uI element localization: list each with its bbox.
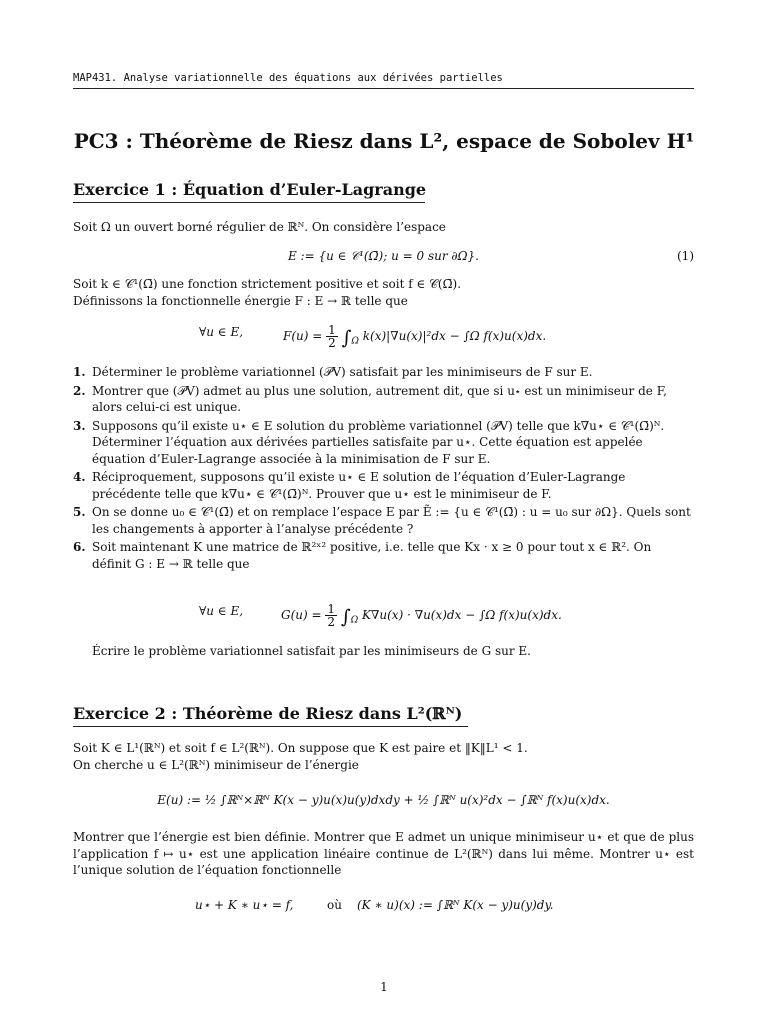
eq2-right: k(x)|∇u(x)|²dx − ∫Ω f(x)u(x)dx. — [362, 329, 547, 343]
question-text: Soit maintenant K une matrice de ℝ²ˣ² positive, i.e. telle que Kx · x ≥ 0 pour tout x ∈ ℝ². On définit G : E → ℝ telle que — [92, 540, 652, 571]
eq2-quantifier: ∀u ∈ E, — [199, 325, 244, 339]
question-6 — [73, 539, 694, 572]
question-text: Supposons qu’il existe u⋆ ∈ E solution du problème variationnel (𝒫V) telle que k∇u⋆ ∈ 𝒞¹(Ω̄)ᴺ. Déterminer l’équation aux dérivées partielles satisfaite par u⋆. Cette équation est appelée équation d’Euler-Lagrange associée à la minimisation de F sur E. — [92, 418, 665, 466]
equation-1-number: (1) — [677, 249, 694, 263]
header-rule — [73, 88, 694, 89]
question-number: 1. — [73, 365, 86, 379]
question-2 — [73, 383, 694, 416]
question-number: 2. — [73, 383, 86, 398]
page-number: 1 — [380, 980, 388, 994]
equation-1: E := {u ∈ 𝒞¹(Ω̄); u = 0 sur ∂Ω}. — [288, 249, 479, 263]
question-number: 5. — [73, 505, 86, 519]
question-text: On se donne u₀ ∈ 𝒞¹(Ω̄) et on remplace l’espace E par Ẽ := {u ∈ 𝒞¹(Ω̄) : u = u₀ sur ∂Ω}. Quels sont les changements à apporter à l’analyse précédente ? — [92, 505, 691, 536]
running-header: MAP431. Analyse variationnelle des équations aux dérivées partielles — [73, 72, 503, 84]
ex2-p1-line1: Soit K ∈ L¹(ℝᴺ) et soit f ∈ L²(ℝᴺ). On suppose que K est paire et ‖K‖L¹ < 1. — [73, 741, 528, 755]
exercise-2-rule — [73, 726, 468, 727]
question-number: 3. — [73, 418, 86, 433]
eq2-body: F(u) = $\frac{1}{2}$ $\int_\Omega$ k(x)|∇u(x)|²dx − ∫Ω f(x)u(x)dx. — [283, 323, 547, 350]
question-3 — [73, 418, 694, 468]
ex2-p2: Montrer que l’énergie est bien définie. Montrer que E admet un unique minimiseur u⋆ et que de plus l’application f ↦ u⋆ est une application linéaire continue de L²(ℝᴺ) dans lui même. Montrer u⋆ est l’unique solution de l’équation fonctionnelle — [73, 830, 694, 877]
question-number: 6. — [73, 540, 86, 554]
exercise-1-heading: Exercice 1 : Équation d’Euler-Lagrange — [73, 180, 427, 199]
question-number: 4. — [73, 470, 86, 484]
exercise-1-rule — [73, 202, 425, 203]
ex1-p2-line1: Soit k ∈ 𝒞¹(Ω̄) une fonction strictement positive et soit f ∈ 𝒞(Ω̄). — [73, 277, 462, 291]
eq5-left: u⋆ + K ∗ u⋆ = f, — [195, 898, 294, 912]
integral-sign: ∫ — [341, 327, 352, 349]
eq3-body: G(u) = $\frac{1}{2}$ $\int_\Omega$ K∇u(x) · ∇u(x)dx − ∫Ω f(x)u(x)dx. — [281, 602, 562, 629]
eq3-quantifier: ∀u ∈ E, — [199, 604, 244, 618]
ex1-final-instruction: Écrire le problème variationnel satisfait par les minimiseurs de G sur E. — [92, 644, 531, 658]
integral-sign: ∫ — [340, 606, 351, 628]
equation-4: E(u) := ½ ∫ℝᴺ×ℝᴺ K(x − y)u(x)u(y)dxdy + ½ ∫ℝᴺ u(x)²dx − ∫ℝᴺ f(x)u(x)dx. — [157, 793, 610, 807]
question-1 — [73, 364, 694, 381]
question-text: Réciproquement, supposons qu’il existe u⋆ ∈ E solution de l’équation d’Euler-Lagrange précédente telle que k∇u⋆ ∈ 𝒞¹(Ω̄)ᴺ. Prouver que u⋆ est le minimiseur de F. — [92, 470, 626, 501]
eq5-right: (K ∗ u)(x) := ∫ℝᴺ K(x − y)u(y)dy. — [357, 898, 554, 912]
ex2-p1-line2: On cherche u ∈ L²(ℝᴺ) minimiseur de l’énergie — [73, 758, 359, 772]
one-half-fraction: $\frac{1}{2}$ — [327, 602, 336, 629]
ex1-intro: Soit Ω un ouvert borné régulier de ℝᴺ. On considère l’espace — [73, 220, 446, 234]
question-text: Déterminer le problème variationnel (𝒫V) satisfait par les minimiseurs de F sur E. — [92, 365, 593, 379]
page-title: PC3 : Théorème de Riesz dans L², espace de Sobolev H¹ — [73, 129, 695, 153]
eq5-connector: où — [327, 898, 342, 912]
exercise-2-heading: Exercice 2 : Théorème de Riesz dans L²(ℝᴺ) — [73, 704, 463, 723]
eq3-right: K∇u(x) · ∇u(x)dx − ∫Ω f(x)u(x)dx. — [362, 608, 562, 622]
one-half-fraction: $\frac{1}{2}$ — [328, 323, 336, 350]
question-5 — [73, 504, 694, 537]
question-4 — [73, 469, 694, 502]
ex1-question-list — [73, 364, 694, 574]
question-text: Montrer que (𝒫V) admet au plus une solution, autrement dit, que si u⋆ est un minimiseur de F, alors celui-ci est unique. — [92, 383, 667, 414]
ex1-p2-line2: Définissons la fonctionnelle énergie F : E → ℝ telle que — [73, 294, 408, 308]
